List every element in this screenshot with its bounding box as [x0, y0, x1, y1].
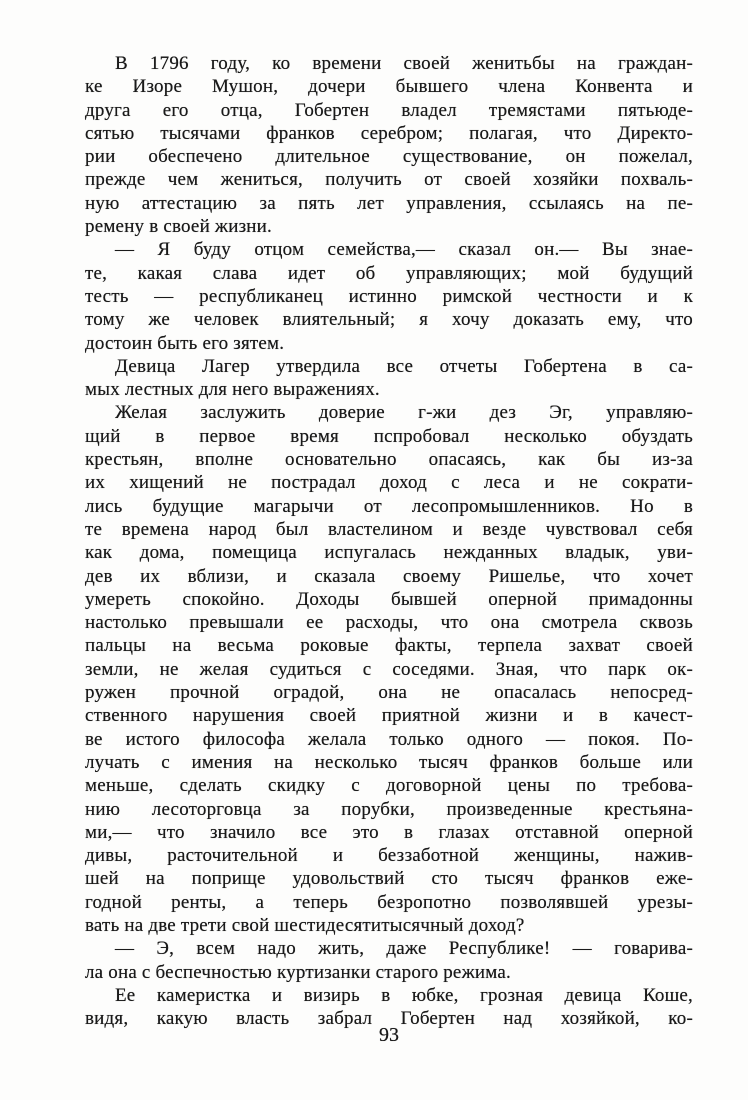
- text-line: те времена народ был властелином и везде чувствовал себя: [85, 518, 693, 540]
- text-line: прежде чем жениться, получить от своей хозяйки похваль-: [85, 169, 693, 191]
- text-line: Девица Лагер утвердила все отчеты Гобертена в са-: [115, 355, 693, 377]
- text-line: нию лесоторговца за порубки, произведенные крестьяна-: [85, 798, 693, 820]
- text-line: ную аттестацию за пять лет управления, ссылаясь на пе-: [85, 192, 693, 214]
- text-line: Ее камеристка и визирь в юбке, грозная девица Коше,: [115, 984, 693, 1006]
- text-line: дев их вблизи, и сказала своему Ришелье, что хочет: [85, 565, 693, 587]
- text-line: мых лестных для него выражениях.: [85, 379, 380, 401]
- text-line: пальцы на весьма роковые факты, терпела захват своей: [85, 635, 693, 657]
- text-line: земли, не желая судиться с соседями. Зная, что парк ок-: [85, 658, 693, 680]
- text-line: щий в первое время пспробовал несколько обуздать: [85, 425, 693, 447]
- paragraph: [85, 238, 693, 354]
- text-line: шей на поприще удовольствий сто тысяч франков еже-: [85, 868, 693, 890]
- text-line: как дома, помещица испугалась нежданных владык, уви-: [85, 542, 693, 564]
- text-line: умереть спокойно. Доходы бывшей оперной примадонны: [85, 588, 693, 610]
- text-line: их хищений не пострадал доход с леса и не сократи-: [85, 472, 693, 494]
- paragraph: [85, 937, 693, 984]
- paragraph: [85, 52, 693, 238]
- text-line: достоин быть его зятем.: [85, 332, 285, 354]
- text-line: тому же человек влиятельный; я хочу доказать ему, что: [85, 309, 693, 331]
- text-line: — Э, всем надо жить, даже Республике! — говарива-: [115, 938, 693, 960]
- text-line: Желая заслужить доверие г-жи дез Эг, управляю-: [115, 402, 693, 424]
- text-column: [85, 52, 693, 1030]
- text-line: В 1796 году, ко времени своей женитьбы на граждан-: [115, 53, 693, 74]
- text-line: сятью тысячами франков серебром; полагая, что Директо-: [85, 122, 693, 144]
- text-line: ружен прочной оградой, она не опасалась непосред-: [85, 682, 693, 704]
- text-line: ственного нарушения своей приятной жизни и в качест-: [85, 705, 693, 727]
- paragraph: [85, 401, 693, 937]
- text-line: тесть — республиканец истинно римской честности и к: [85, 285, 693, 307]
- text-line: дивы, расточительной и беззаботной женщины, нажив-: [85, 845, 693, 867]
- text-line: настолько превышали ее расходы, что она смотрела сквозь: [85, 612, 693, 634]
- text-line: крестьян, вполне основательно опасаясь, как бы из-за: [85, 449, 693, 471]
- text-line: меньше, сделать скидку с договорной цены по требова-: [85, 775, 693, 797]
- text-line: те, какая слава идет об управляющих; мой будущий: [85, 262, 693, 284]
- text-line: вать на две трети свой шестидесятитысячный доход?: [85, 914, 525, 936]
- text-line: ремену в своей жизни.: [85, 216, 272, 238]
- text-line: рии обеспечено длительное существование, он пожелал,: [85, 146, 693, 168]
- text-line: годной ренты, а теперь безропотно позволявшей урезы-: [85, 891, 693, 913]
- text-line: ла она с беспечностью куртизанки старого режима.: [85, 961, 511, 983]
- text-line: — Я буду отцом семейства,— сказал он.— Вы знае-: [115, 239, 693, 261]
- text-line: лучать с имения на несколько тысяч франков больше или: [85, 751, 693, 773]
- text-line: ве истого философа желала только одного — покоя. По-: [85, 728, 693, 750]
- text-line: ке Изоре Мушон, дочери бывшего члена Конвента и: [85, 76, 693, 98]
- paragraph: [85, 355, 693, 402]
- page-number: 93: [379, 1024, 399, 1046]
- text-line: видя, какую власть забрал Гобертен над хозяйкой, ко-: [85, 1008, 693, 1030]
- text-line: ми,— что значило все это в глазах отставной оперной: [85, 821, 693, 843]
- text-line: лись будущие магарычи от лесопромышленников. Но в: [85, 495, 693, 517]
- text-line: друга его отца, Гобертен владел тремястами пятьюде-: [85, 99, 693, 121]
